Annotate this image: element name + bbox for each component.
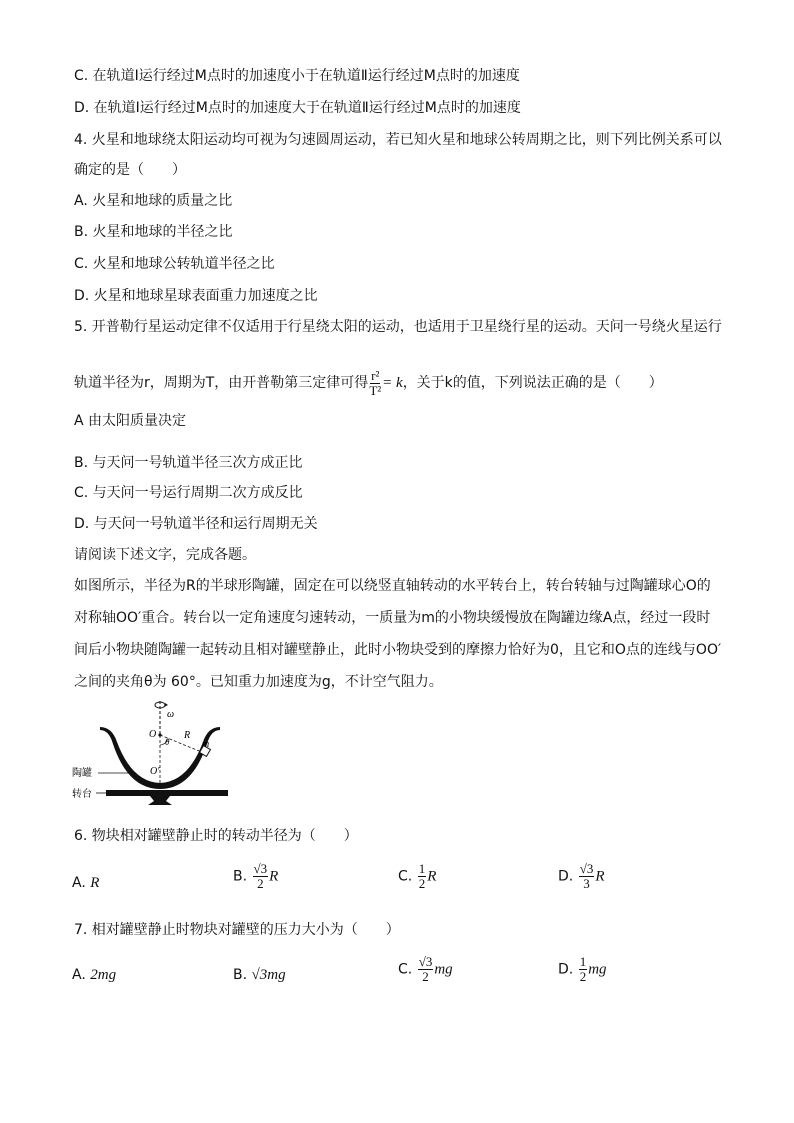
q6-d-denominator: 3	[583, 876, 590, 891]
turntable-top	[106, 790, 228, 796]
q6-d-tail: R	[595, 868, 605, 885]
q7-c-fraction	[418, 955, 434, 984]
q6-c-fraction	[418, 862, 427, 891]
formula-denominator: T²	[369, 382, 382, 398]
o-prime-label: O′	[150, 766, 160, 777]
jar-label: 陶罐	[72, 768, 92, 779]
q7-d-tail: mg	[588, 961, 607, 978]
q7-d-fraction	[579, 955, 588, 984]
q7-d-letter: D.	[558, 961, 574, 978]
q6-option-b	[233, 862, 278, 891]
q6-option-d	[558, 862, 605, 891]
q6-option-a	[72, 873, 99, 893]
q3-option-c: C. 在轨道Ⅰ运行经过M点时的加速度小于在轨道Ⅱ运行经过M点时的加速度	[74, 68, 520, 84]
passage-line2: 对称轴OO′重合。转台以一定角速度匀速转动，一质量为m的小物块缓慢放在陶罐边缘A点，经过一段时	[74, 610, 711, 626]
q4-option-b: B. 火星和地球的半径之比	[74, 224, 233, 240]
q6-c-letter: C.	[398, 868, 413, 885]
q6-option-c	[398, 862, 436, 891]
q5-stem-line2	[74, 366, 663, 400]
ceramic-jar-figure	[72, 697, 242, 813]
q5-option-c: C. 与天问一号运行周期二次方成反比	[74, 485, 303, 501]
q5-stem-pre: 轨道半径为r，周期为T，由开普勒第三定律可得	[74, 375, 369, 391]
q6-stem: 6. 物块相对罐壁静止时的转动半径为（ ）	[74, 828, 358, 844]
mass-label: m	[202, 739, 210, 750]
q7-b-value: √3mg	[251, 967, 286, 983]
q5-stem-line1: 5. 开普勒行星运动定律不仅适用于行星绕太阳的运动，也适用于卫星绕行星的运动。天问一号绕火星运行	[74, 319, 722, 335]
formula-numerator: r²	[371, 367, 380, 383]
q6-b-letter: B.	[233, 868, 248, 885]
q6-c-tail: R	[427, 868, 437, 885]
formula-rhs: = k	[382, 375, 403, 391]
q7-a-value: 2mg	[90, 967, 117, 983]
q3-option-d: D. 在轨道Ⅰ运行经过M点时的加速度大于在轨道Ⅱ运行经过M点时的加速度	[74, 100, 521, 116]
omega-label: ω	[167, 709, 175, 720]
q4-option-c: C. 火星和地球公转轨道半径之比	[74, 256, 275, 272]
q7-stem: 7. 相对罐壁静止时物块对罐壁的压力大小为（ ）	[74, 922, 400, 938]
q4-stem-line1: 4. 火星和地球绕太阳运动均可视为匀速圆周运动，若已知火星和地球公转周期之比，则下列比例关系可以	[74, 132, 722, 148]
q7-c-numerator: √3	[418, 954, 433, 969]
center-point	[158, 733, 161, 736]
q6-b-numerator: √3	[253, 861, 268, 876]
radius-label: R	[184, 730, 191, 741]
q5-stem-post: ，关于k的值，下列说法正确的是（ ）	[402, 375, 663, 391]
q7-b-letter: B.	[233, 967, 248, 983]
passage-intro: 请阅读下述文字，完成各题。	[74, 547, 256, 563]
q4-stem-line2: 确定的是（ ）	[74, 162, 186, 178]
q7-c-tail: mg	[434, 961, 453, 978]
kepler-formula	[369, 369, 381, 398]
q5-option-d: D. 与天问一号轨道半径和运行周期无关	[74, 516, 318, 532]
q6-b-tail: R	[269, 868, 279, 885]
q7-d-denominator: 2	[579, 969, 587, 984]
q7-d-numerator: 1	[579, 954, 587, 969]
passage-line3: 间后小物块随陶罐一起转动且相对罐壁静止，此时小物块受到的摩擦力恰好为0，且它和O点的连线与OO′	[74, 642, 722, 658]
q5-option-b: B. 与天问一号轨道半径三次方成正比	[74, 455, 303, 471]
q7-option-b	[233, 965, 286, 985]
turntable-base	[148, 796, 172, 805]
q6-b-denominator: 2	[257, 876, 264, 891]
q7-option-d	[558, 955, 607, 984]
q7-c-denominator: 2	[422, 969, 429, 984]
q6-c-numerator: 1	[418, 861, 426, 876]
q7-option-a	[72, 965, 116, 985]
q6-c-denominator: 2	[418, 876, 426, 891]
q4-option-a: A. 火星和地球的质量之比	[74, 193, 233, 209]
q6-a-value: R	[90, 875, 100, 891]
q6-b-fraction	[253, 862, 269, 891]
q7-c-letter: C.	[398, 961, 413, 978]
o-label: O	[149, 729, 157, 740]
q7-option-c	[398, 955, 453, 984]
q6-d-letter: D.	[558, 868, 574, 885]
q4-option-d: D. 火星和地球星球表面重力加速度之比	[74, 288, 318, 304]
q6-d-fraction	[579, 862, 595, 891]
theta-label: θ	[165, 737, 170, 747]
passage-line1: 如图所示，半径为R的半球形陶罐，固定在可以绕竖直轴转动的水平转台上，转台转轴与过陶罐球心O的	[74, 578, 711, 594]
q6-a-letter: A.	[72, 875, 86, 891]
q6-d-numerator: √3	[579, 861, 594, 876]
q5-option-a: A 由太阳质量决定	[74, 413, 187, 429]
q7-a-letter: A.	[72, 967, 86, 983]
table-label: 转台	[72, 789, 92, 800]
passage-line4: 之间的夹角θ为 60°。已知重力加速度为g，不计空气阻力。	[74, 674, 443, 690]
